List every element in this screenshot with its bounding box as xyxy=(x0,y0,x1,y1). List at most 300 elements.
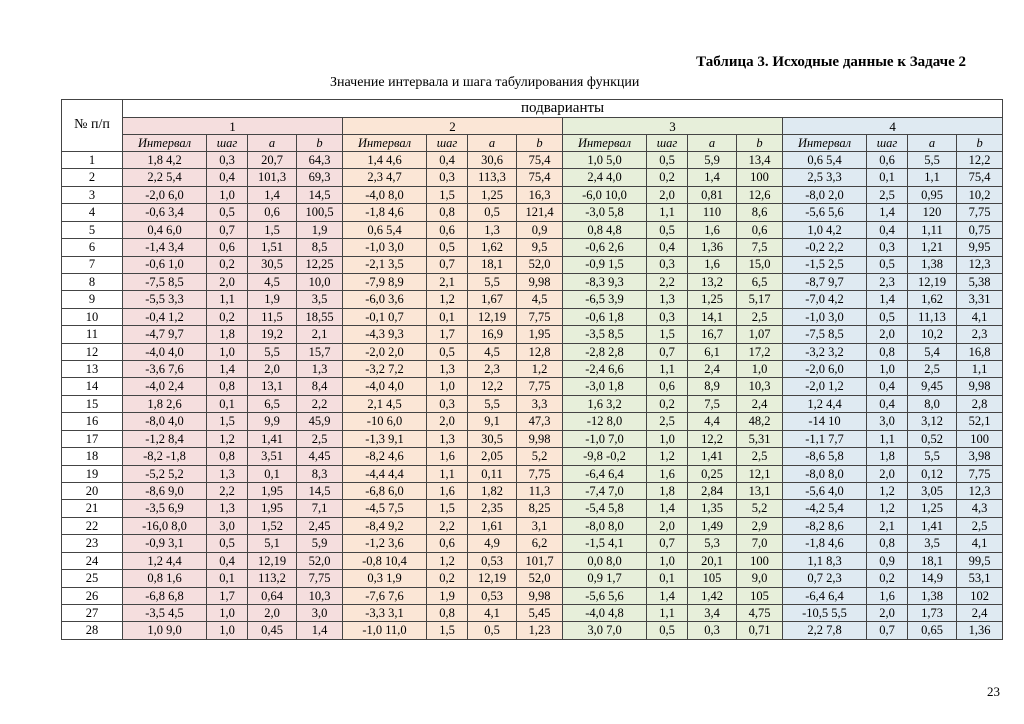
cell-a-3: 5,9 xyxy=(688,152,737,169)
cell-step-1: 1,0 xyxy=(207,604,248,621)
subvariants-header: подварианты xyxy=(123,100,1003,118)
cell-a-3: 1,36 xyxy=(688,239,737,256)
cell-b-1: 64,3 xyxy=(297,152,343,169)
cell-b-4: 12,2 xyxy=(957,152,1003,169)
cell-a-4: 10,2 xyxy=(908,326,957,343)
cell-a-2: 16,9 xyxy=(468,326,517,343)
cell-interval-2: 2,3 4,7 xyxy=(343,169,427,186)
cell-a-4: 1,21 xyxy=(908,239,957,256)
cell-step-2: 1,2 xyxy=(427,291,468,308)
cell-interval-4: 1,0 4,2 xyxy=(783,221,867,238)
cell-step-2: 2,0 xyxy=(427,413,468,430)
cell-b-2: 75,4 xyxy=(517,152,563,169)
cell-step-3: 1,4 xyxy=(647,587,688,604)
cell-step-1: 0,8 xyxy=(207,378,248,395)
cell-a-4: 1,62 xyxy=(908,291,957,308)
row-number-cell: 28 xyxy=(62,622,123,640)
cell-interval-2: -10 6,0 xyxy=(343,413,427,430)
table-row xyxy=(62,152,1003,169)
row-number-cell: 6 xyxy=(62,239,123,256)
cell-step-4: 1,2 xyxy=(867,483,908,500)
cell-b-1: 8,4 xyxy=(297,378,343,395)
table-row xyxy=(62,204,1003,221)
cell-a-1: 113,2 xyxy=(248,570,297,587)
cell-step-1: 0,8 xyxy=(207,448,248,465)
cell-b-3: 13,4 xyxy=(737,152,783,169)
cell-step-4: 0,4 xyxy=(867,395,908,412)
cell-b-3: 1,07 xyxy=(737,326,783,343)
cell-step-3: 0,5 xyxy=(647,221,688,238)
table-row xyxy=(62,256,1003,273)
cell-b-1: 1,4 xyxy=(297,622,343,640)
cell-b-1: 15,7 xyxy=(297,343,343,360)
cell-interval-3: -2,4 6,6 xyxy=(563,361,647,378)
cell-b-4: 2,3 xyxy=(957,326,1003,343)
cell-b-2: 9,5 xyxy=(517,239,563,256)
cell-interval-4: -0,2 2,2 xyxy=(783,239,867,256)
column-header-a-3: a xyxy=(688,135,737,152)
cell-a-3: 1,35 xyxy=(688,500,737,517)
cell-interval-4: -6,4 6,4 xyxy=(783,587,867,604)
cell-step-1: 1,0 xyxy=(207,622,248,640)
cell-a-3: 2,84 xyxy=(688,483,737,500)
cell-b-1: 69,3 xyxy=(297,169,343,186)
column-header-interval-4: Интервал xyxy=(783,135,867,152)
table-subtitle: Значение интервала и шага табулирования функции xyxy=(330,75,640,90)
cell-b-2: 11,3 xyxy=(517,483,563,500)
cell-b-4: 3,98 xyxy=(957,448,1003,465)
cell-b-4: 7,75 xyxy=(957,204,1003,221)
cell-b-3: 10,3 xyxy=(737,378,783,395)
cell-interval-3: 0,9 1,7 xyxy=(563,570,647,587)
cell-step-1: 1,7 xyxy=(207,587,248,604)
cell-interval-1: -0,4 1,2 xyxy=(123,308,207,325)
cell-a-4: 0,65 xyxy=(908,622,957,640)
cell-step-2: 1,6 xyxy=(427,448,468,465)
cell-interval-2: -2,0 2,0 xyxy=(343,343,427,360)
cell-interval-1: -1,2 8,4 xyxy=(123,430,207,447)
cell-b-1: 3,5 xyxy=(297,291,343,308)
cell-step-2: 1,9 xyxy=(427,587,468,604)
row-number-cell: 22 xyxy=(62,517,123,534)
cell-interval-2: -1,0 3,0 xyxy=(343,239,427,256)
cell-a-3: 4,4 xyxy=(688,413,737,430)
cell-b-3: 17,2 xyxy=(737,343,783,360)
cell-step-2: 0,2 xyxy=(427,570,468,587)
cell-interval-1: 2,2 5,4 xyxy=(123,169,207,186)
cell-a-4: 120 xyxy=(908,204,957,221)
cell-a-2: 1,82 xyxy=(468,483,517,500)
cell-step-4: 2,0 xyxy=(867,465,908,482)
cell-interval-1: 1,2 4,4 xyxy=(123,552,207,569)
cell-interval-2: -0,8 10,4 xyxy=(343,552,427,569)
cell-interval-1: -1,4 3,4 xyxy=(123,239,207,256)
cell-b-4: 99,5 xyxy=(957,552,1003,569)
cell-b-1: 45,9 xyxy=(297,413,343,430)
cell-b-3: 48,2 xyxy=(737,413,783,430)
cell-interval-3: -2,8 2,8 xyxy=(563,343,647,360)
cell-a-2: 2,05 xyxy=(468,448,517,465)
cell-b-2: 16,3 xyxy=(517,186,563,203)
cell-interval-4: -1,8 4,6 xyxy=(783,535,867,552)
cell-step-4: 1,1 xyxy=(867,430,908,447)
cell-a-3: 7,5 xyxy=(688,395,737,412)
cell-step-1: 1,5 xyxy=(207,413,248,430)
cell-a-2: 4,5 xyxy=(468,343,517,360)
cell-interval-2: -1,3 9,1 xyxy=(343,430,427,447)
cell-a-2: 5,5 xyxy=(468,273,517,290)
cell-a-1: 0,64 xyxy=(248,587,297,604)
cell-step-4: 0,8 xyxy=(867,535,908,552)
table-row xyxy=(62,239,1003,256)
cell-a-3: 1,49 xyxy=(688,517,737,534)
cell-a-3: 5,3 xyxy=(688,535,737,552)
cell-a-1: 11,5 xyxy=(248,308,297,325)
row-number-cell: 9 xyxy=(62,291,123,308)
cell-a-4: 1,73 xyxy=(908,604,957,621)
cell-b-4: 16,8 xyxy=(957,343,1003,360)
table-row xyxy=(62,535,1003,552)
cell-step-2: 2,2 xyxy=(427,517,468,534)
cell-step-4: 2,5 xyxy=(867,186,908,203)
cell-a-1: 1,95 xyxy=(248,483,297,500)
cell-a-3: 14,1 xyxy=(688,308,737,325)
cell-b-2: 0,9 xyxy=(517,221,563,238)
cell-a-1: 1,52 xyxy=(248,517,297,534)
cell-b-3: 0,71 xyxy=(737,622,783,640)
cell-interval-1: -0,6 3,4 xyxy=(123,204,207,221)
row-number-cell: 11 xyxy=(62,326,123,343)
cell-step-3: 1,0 xyxy=(647,552,688,569)
cell-a-4: 1,38 xyxy=(908,587,957,604)
cell-interval-2: -3,3 3,1 xyxy=(343,604,427,621)
row-number-cell: 26 xyxy=(62,587,123,604)
cell-interval-2: -4,0 4,0 xyxy=(343,378,427,395)
cell-b-4: 12,3 xyxy=(957,256,1003,273)
cell-b-1: 7,1 xyxy=(297,500,343,517)
cell-step-2: 0,3 xyxy=(427,169,468,186)
cell-b-4: 100 xyxy=(957,430,1003,447)
column-header-interval-2: Интервал xyxy=(343,135,427,152)
cell-step-2: 1,6 xyxy=(427,483,468,500)
cell-b-1: 52,0 xyxy=(297,552,343,569)
cell-b-3: 12,1 xyxy=(737,465,783,482)
column-header-step-1: шаг xyxy=(207,135,248,152)
table-row xyxy=(62,326,1003,343)
cell-step-1: 1,0 xyxy=(207,186,248,203)
cell-interval-2: 1,4 4,6 xyxy=(343,152,427,169)
cell-a-4: 1,38 xyxy=(908,256,957,273)
cell-step-4: 0,3 xyxy=(867,239,908,256)
cell-step-1: 3,0 xyxy=(207,517,248,534)
cell-a-2: 5,5 xyxy=(468,395,517,412)
cell-interval-1: 0,8 1,6 xyxy=(123,570,207,587)
cell-step-3: 2,2 xyxy=(647,273,688,290)
cell-interval-3: -9,8 -0,2 xyxy=(563,448,647,465)
cell-a-4: 9,45 xyxy=(908,378,957,395)
cell-interval-1: -0,9 3,1 xyxy=(123,535,207,552)
cell-b-3: 8,6 xyxy=(737,204,783,221)
cell-step-3: 0,7 xyxy=(647,343,688,360)
cell-a-3: 0,3 xyxy=(688,622,737,640)
table-row xyxy=(62,413,1003,430)
cell-interval-3: -6,4 6,4 xyxy=(563,465,647,482)
table-row xyxy=(62,395,1003,412)
cell-interval-3: -3,0 1,8 xyxy=(563,378,647,395)
cell-b-3: 1,0 xyxy=(737,361,783,378)
cell-interval-4: -7,0 4,2 xyxy=(783,291,867,308)
table-row xyxy=(62,465,1003,482)
cell-b-3: 2,9 xyxy=(737,517,783,534)
cell-a-2: 0,53 xyxy=(468,587,517,604)
cell-a-1: 2,0 xyxy=(248,604,297,621)
cell-a-2: 1,61 xyxy=(468,517,517,534)
cell-interval-2: -7,6 7,6 xyxy=(343,587,427,604)
cell-a-3: 16,7 xyxy=(688,326,737,343)
column-header-a-1: a xyxy=(248,135,297,152)
cell-b-2: 101,7 xyxy=(517,552,563,569)
group-header-4: 4 xyxy=(783,118,1003,135)
cell-step-4: 1,4 xyxy=(867,204,908,221)
cell-a-4: 0,95 xyxy=(908,186,957,203)
cell-a-3: 110 xyxy=(688,204,737,221)
cell-step-3: 0,5 xyxy=(647,152,688,169)
cell-interval-2: -8,4 9,2 xyxy=(343,517,427,534)
cell-a-2: 9,1 xyxy=(468,413,517,430)
cell-a-2: 12,2 xyxy=(468,378,517,395)
cell-a-4: 3,5 xyxy=(908,535,957,552)
cell-b-2: 7,75 xyxy=(517,378,563,395)
cell-step-1: 1,3 xyxy=(207,465,248,482)
cell-b-1: 2,5 xyxy=(297,430,343,447)
cell-a-2: 12,19 xyxy=(468,308,517,325)
row-number-cell: 4 xyxy=(62,204,123,221)
cell-b-1: 1,3 xyxy=(297,361,343,378)
cell-b-1: 12,25 xyxy=(297,256,343,273)
table-row xyxy=(62,604,1003,621)
cell-interval-2: -7,9 8,9 xyxy=(343,273,427,290)
cell-step-1: 1,3 xyxy=(207,500,248,517)
cell-a-3: 1,25 xyxy=(688,291,737,308)
row-number-cell: 8 xyxy=(62,273,123,290)
table-row xyxy=(62,570,1003,587)
cell-b-2: 5,45 xyxy=(517,604,563,621)
cell-b-4: 0,75 xyxy=(957,221,1003,238)
cell-step-1: 1,1 xyxy=(207,291,248,308)
cell-step-2: 0,5 xyxy=(427,239,468,256)
cell-a-3: 20,1 xyxy=(688,552,737,569)
cell-step-1: 2,2 xyxy=(207,483,248,500)
cell-interval-3: -0,9 1,5 xyxy=(563,256,647,273)
cell-interval-4: -7,5 8,5 xyxy=(783,326,867,343)
cell-a-3: 8,9 xyxy=(688,378,737,395)
cell-a-1: 1,5 xyxy=(248,221,297,238)
cell-step-4: 1,4 xyxy=(867,291,908,308)
cell-step-4: 0,4 xyxy=(867,221,908,238)
cell-interval-3: -6,5 3,9 xyxy=(563,291,647,308)
cell-interval-4: -4,2 5,4 xyxy=(783,500,867,517)
cell-step-4: 2,1 xyxy=(867,517,908,534)
table-row xyxy=(62,448,1003,465)
cell-a-3: 1,42 xyxy=(688,587,737,604)
cell-a-4: 11,13 xyxy=(908,308,957,325)
cell-step-4: 1,6 xyxy=(867,587,908,604)
cell-b-2: 52,0 xyxy=(517,256,563,273)
row-number-cell: 15 xyxy=(62,395,123,412)
table-body xyxy=(62,152,1003,640)
cell-step-3: 1,3 xyxy=(647,291,688,308)
row-number-cell: 23 xyxy=(62,535,123,552)
cell-b-4: 12,3 xyxy=(957,483,1003,500)
cell-step-1: 0,2 xyxy=(207,256,248,273)
cell-step-2: 0,6 xyxy=(427,221,468,238)
cell-step-3: 1,1 xyxy=(647,604,688,621)
cell-interval-1: 1,0 9,0 xyxy=(123,622,207,640)
cell-a-3: 1,41 xyxy=(688,448,737,465)
cell-step-4: 0,4 xyxy=(867,378,908,395)
cell-step-3: 1,6 xyxy=(647,465,688,482)
cell-interval-3: 3,0 7,0 xyxy=(563,622,647,640)
cell-b-3: 0,6 xyxy=(737,221,783,238)
cell-a-2: 0,53 xyxy=(468,552,517,569)
cell-step-4: 0,2 xyxy=(867,570,908,587)
cell-a-2: 113,3 xyxy=(468,169,517,186)
cell-step-2: 2,1 xyxy=(427,273,468,290)
cell-interval-1: -8,2 -1,8 xyxy=(123,448,207,465)
column-header-interval-3: Интервал xyxy=(563,135,647,152)
cell-a-3: 2,4 xyxy=(688,361,737,378)
cell-step-3: 0,3 xyxy=(647,308,688,325)
row-number-cell: 1 xyxy=(62,152,123,169)
cell-b-1: 14,5 xyxy=(297,483,343,500)
cell-interval-1: -16,0 8,0 xyxy=(123,517,207,534)
cell-step-4: 0,1 xyxy=(867,169,908,186)
cell-a-4: 0,52 xyxy=(908,430,957,447)
cell-a-2: 1,67 xyxy=(468,291,517,308)
cell-interval-3: -8,0 8,0 xyxy=(563,517,647,534)
column-header-b-3: b xyxy=(737,135,783,152)
row-number-cell: 14 xyxy=(62,378,123,395)
cell-b-3: 7,0 xyxy=(737,535,783,552)
cell-a-4: 3,05 xyxy=(908,483,957,500)
cell-interval-4: -5,6 4,0 xyxy=(783,483,867,500)
cell-step-1: 1,2 xyxy=(207,430,248,447)
cell-b-2: 75,4 xyxy=(517,169,563,186)
cell-a-1: 4,5 xyxy=(248,273,297,290)
table-row xyxy=(62,186,1003,203)
cell-interval-4: 2,5 3,3 xyxy=(783,169,867,186)
cell-step-2: 0,8 xyxy=(427,604,468,621)
cell-interval-4: -1,1 7,7 xyxy=(783,430,867,447)
table-row xyxy=(62,343,1003,360)
cell-interval-2: -0,1 0,7 xyxy=(343,308,427,325)
cell-interval-3: 2,4 4,0 xyxy=(563,169,647,186)
table-row xyxy=(62,587,1003,604)
cell-interval-3: 0,8 4,8 xyxy=(563,221,647,238)
cell-b-2: 3,3 xyxy=(517,395,563,412)
cell-interval-2: -6,0 3,6 xyxy=(343,291,427,308)
cell-b-1: 8,5 xyxy=(297,239,343,256)
cell-a-4: 1,1 xyxy=(908,169,957,186)
cell-step-1: 0,3 xyxy=(207,152,248,169)
cell-interval-4: 0,7 2,3 xyxy=(783,570,867,587)
column-header-step-2: шаг xyxy=(427,135,468,152)
cell-a-1: 5,1 xyxy=(248,535,297,552)
cell-step-1: 0,6 xyxy=(207,239,248,256)
cell-b-4: 102 xyxy=(957,587,1003,604)
cell-step-1: 2,0 xyxy=(207,273,248,290)
cell-b-2: 1,23 xyxy=(517,622,563,640)
cell-b-3: 13,1 xyxy=(737,483,783,500)
group-header-2: 2 xyxy=(343,118,563,135)
row-number-cell: 21 xyxy=(62,500,123,517)
row-number-cell: 2 xyxy=(62,169,123,186)
cell-interval-4: -8,0 2,0 xyxy=(783,186,867,203)
cell-a-4: 12,19 xyxy=(908,273,957,290)
cell-a-4: 1,41 xyxy=(908,517,957,534)
row-number-cell: 24 xyxy=(62,552,123,569)
column-header-a-4: a xyxy=(908,135,957,152)
table-row xyxy=(62,500,1003,517)
cell-b-3: 2,5 xyxy=(737,448,783,465)
cell-interval-4: -1,0 3,0 xyxy=(783,308,867,325)
cell-b-3: 12,6 xyxy=(737,186,783,203)
row-number-cell: 7 xyxy=(62,256,123,273)
cell-a-4: 18,1 xyxy=(908,552,957,569)
cell-step-4: 0,9 xyxy=(867,552,908,569)
cell-a-1: 0,1 xyxy=(248,465,297,482)
cell-a-2: 2,35 xyxy=(468,500,517,517)
cell-interval-4: -8,2 8,6 xyxy=(783,517,867,534)
cell-a-1: 1,4 xyxy=(248,186,297,203)
cell-b-2: 7,75 xyxy=(517,465,563,482)
cell-step-4: 1,0 xyxy=(867,361,908,378)
cell-b-4: 2,8 xyxy=(957,395,1003,412)
cell-step-2: 1,3 xyxy=(427,361,468,378)
cell-interval-1: -8,0 4,0 xyxy=(123,413,207,430)
cell-step-2: 0,6 xyxy=(427,535,468,552)
cell-b-3: 5,17 xyxy=(737,291,783,308)
cell-interval-4: -8,7 9,7 xyxy=(783,273,867,290)
cell-step-3: 0,4 xyxy=(647,239,688,256)
cell-step-1: 1,0 xyxy=(207,343,248,360)
cell-a-2: 0,5 xyxy=(468,622,517,640)
row-number-cell: 13 xyxy=(62,361,123,378)
cell-interval-4: -14 10 xyxy=(783,413,867,430)
cell-step-1: 0,4 xyxy=(207,552,248,569)
cell-a-4: 5,4 xyxy=(908,343,957,360)
cell-b-2: 1,95 xyxy=(517,326,563,343)
cell-b-2: 6,2 xyxy=(517,535,563,552)
cell-a-3: 0,25 xyxy=(688,465,737,482)
cell-b-3: 9,0 xyxy=(737,570,783,587)
group-header-3: 3 xyxy=(563,118,783,135)
cell-a-2: 0,11 xyxy=(468,465,517,482)
cell-b-1: 100,5 xyxy=(297,204,343,221)
cell-interval-3: -3,0 5,8 xyxy=(563,204,647,221)
row-number-cell: 27 xyxy=(62,604,123,621)
cell-interval-4: -3,2 3,2 xyxy=(783,343,867,360)
cell-step-2: 1,5 xyxy=(427,500,468,517)
cell-a-4: 8,0 xyxy=(908,395,957,412)
cell-a-1: 1,41 xyxy=(248,430,297,447)
column-header-row xyxy=(62,135,1003,152)
cell-interval-3: -5,6 5,6 xyxy=(563,587,647,604)
table-row xyxy=(62,361,1003,378)
cell-interval-3: -6,0 10,0 xyxy=(563,186,647,203)
cell-interval-1: -4,0 4,0 xyxy=(123,343,207,360)
cell-step-3: 0,7 xyxy=(647,535,688,552)
